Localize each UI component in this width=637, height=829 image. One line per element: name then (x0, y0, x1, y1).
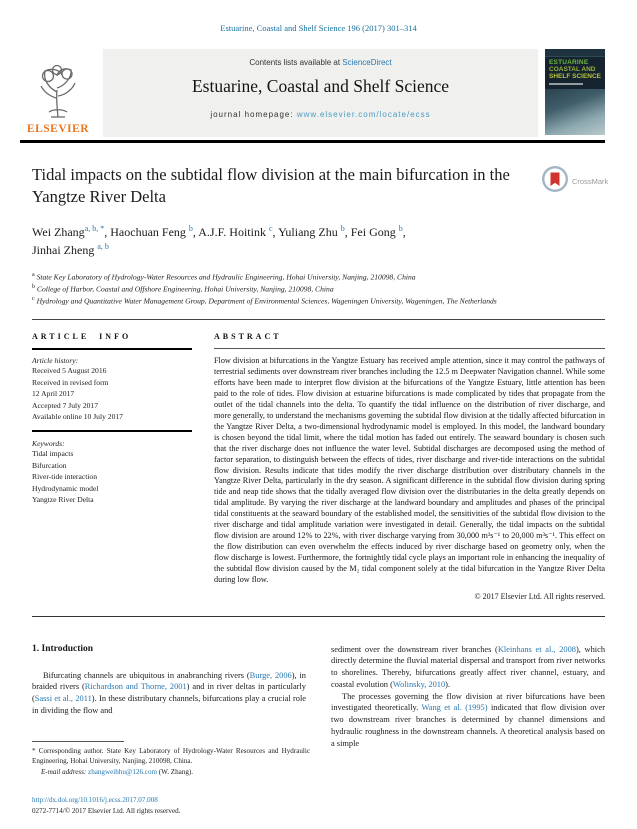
journal-title: Estuarine, Coastal and Shelf Science (191, 76, 450, 96)
citation-link[interactable]: Sassi et al., 2011 (34, 694, 92, 704)
author-list (32, 223, 605, 260)
keywords-label: Keywords: (32, 439, 65, 449)
history-line: 12 April 2017 (32, 389, 75, 399)
cover-sea-image (545, 89, 605, 135)
author: Wei Zhang$^{a, b, *}$, (32, 223, 108, 239)
author: Fei Gong $^b$, (347, 223, 406, 239)
history-line: Accepted 7 July 2017 (32, 400, 99, 410)
body-column-left (32, 644, 306, 750)
abstract-body-divider (32, 616, 605, 617)
footnote-rule (32, 741, 124, 742)
homepage-line (103, 110, 538, 119)
citation-link[interactable]: Burge, 2006 (249, 670, 292, 680)
citation-link[interactable]: Richardson and Thorne, 2001 (84, 682, 187, 692)
introduction-paragraph: Bifurcating channels are ubiquitous in anabranching rivers (Burge, 2006), in braided rivers (Richardson and Thorne, 2001) and in river deltas in particularly (Sassi et al., 2011). In these distributary channels, bifurcations play a crucial role in dividing the flow and (32, 670, 306, 715)
author: Haochuan Feng $^b$, (107, 223, 196, 239)
journal-homepage-link[interactable]: www.elsevier.com/locate/ecss (296, 110, 431, 119)
keyword: River-tide interaction (32, 472, 98, 482)
history-line: Available online 10 July 2017 (32, 412, 123, 422)
sciencedirect-link[interactable]: ScienceDirect (342, 58, 392, 67)
affiliation: $^a$ State Key Laboratory of Hydrology-Water Resources and Hydraulic Engineering, Hohai University, Nanjing, 210098, China (32, 271, 416, 282)
page-footer (32, 795, 180, 817)
doi-link[interactable]: http://dx.doi.org/10.1016/j.ecss.2017.07.008 (32, 796, 158, 804)
citation-link[interactable]: Wang et al. (1995) (421, 703, 488, 713)
article-title: Tidal impacts on the subtidal flow division at the main bifurcation in the Yangtze River Delta (32, 165, 510, 206)
citation-link[interactable]: Kleinhans et al., 2008 (497, 644, 576, 654)
keyword: Hydrodynamic model (32, 483, 99, 493)
author: Yuliang Zhu $^b$, (275, 223, 348, 239)
history-line: Received 5 August 2016 (32, 366, 107, 376)
affiliation: $^b$ College of Harbor, Coastal and Offshore Engineering, Hohai University, Nanjing, 210098, China (32, 283, 334, 294)
abstract-copyright: © 2017 Elsevier Ltd. All rights reserved. (474, 591, 605, 601)
section-divider (32, 319, 605, 320)
contents-prefix: Contents lists available at (249, 58, 343, 67)
crossmark-icon (541, 165, 569, 198)
cover-topbar (545, 49, 605, 57)
body-column-right (331, 644, 605, 750)
abstract-column (214, 332, 605, 600)
elsevier-wordmark: ELSEVIER (26, 123, 90, 135)
issn-copyright: 0272-7714/© 2017 Elsevier Ltd. All rights reserved. (32, 806, 181, 815)
journal-citation: Estuarine, Coastal and Shelf Science 196 (2017) 301–314 (220, 23, 417, 33)
citation-link[interactable]: Wolinsky, 2010 (392, 679, 446, 689)
abstract-rule (214, 348, 605, 349)
banner-divider (20, 140, 605, 143)
homepage-prefix: journal homepage: (210, 110, 297, 119)
author: A.J.F. Hoitink $^c$, (195, 223, 276, 239)
article-info-column (32, 332, 192, 600)
journal-banner (20, 49, 605, 137)
introduction-heading: 1. Introduction (32, 643, 94, 654)
keyword: Yangtze River Delta (32, 495, 94, 504)
article-info-heading: ARTICLE INFO (32, 332, 132, 342)
article-history-label: Article history: (32, 356, 79, 366)
email-label: E-mail address: (41, 767, 87, 776)
elsevier-tree-icon (31, 62, 85, 122)
keyword: Bifurcation (32, 460, 67, 470)
affiliations (32, 271, 605, 307)
email-link[interactable]: zhangweihhu@126.com (86, 767, 158, 776)
keywords-rule (32, 430, 192, 432)
history-line: Received in revised form (32, 377, 109, 387)
cover-title-line1: ESTUARINE (549, 59, 589, 66)
corresponding-author-footnote (32, 741, 310, 777)
contents-line (103, 58, 538, 67)
keyword: Tidal impacts (32, 449, 74, 459)
crossmark-label: CrossMark (572, 176, 609, 186)
cover-title-line2: COASTAL AND (549, 66, 596, 73)
abstract-heading: ABSTRACT (214, 332, 282, 342)
introduction-paragraph: sediment over the downstream river branches (Kleinhans et al., 2008), which directly determine the fluvial material dispersal and transport from river networks to shorelines. Thereby, bifurcations greatly affect river channel, estuary, and coastal evolution (Wolinsky, 2010). (331, 644, 606, 689)
elsevier-logo (20, 49, 96, 137)
email-line (32, 767, 310, 777)
affiliation: $^c$ Hydrology and Quantitative Water Management Group, Department of Environmental Sciences, Wageningen University, Wageningen, The Netherlands (32, 295, 497, 306)
email-suffix: (W. Zhang). (157, 767, 194, 776)
journal-cover-thumbnail[interactable] (545, 49, 605, 135)
article-info-rule (32, 348, 192, 350)
crossmark-badge[interactable] (541, 166, 609, 196)
footnote-text: * Corresponding author. State Key Laboratory of Hydrology-Water Resources and Hydraulic Engineering, Hohai University, Nanjing, 210098, China. (32, 747, 310, 766)
abstract-text: Flow division at bifurcations in the Yangtze Estuary has received ample attention, since it may control the pathways of terrestrial sediments over downstream river branches including the 12.5 m Deepwater Navigation channel. While some efforts have been made to interpret flow division at the bifurcations of the Yangtze Estuary, little attention has been paid to the role of tides. Flow division at estuarine bifurcations is made complicated by tides that propagate from the outlet of the tidal channels into the delta. To quantify the tidal influence on the distribution of river discharge, and more generally, to understand the mechanisms governing the subtidal flow division at the tidally affected bifurcation in the Yangtze River Delta, a two-dimensional hydrodynamic model is employed. In this model, the landward boundary is chosen beyond the tidal limit, where the tidal motion has faded out entirely. The seaward boundary is chosen such that the river discharge does not influence the water level. Subtidal discharges are decomposed using the method of factor separation, to distinguish between the effects of tides, river discharge and river-tide interactions on the subtidal flow division. Results indicate that tides modify the river discharge distribution over distributary channels in the Yangtze River Delta, particularly in the dry season. A significant difference in the subtidal flow division during spring tide and neap tide shows that the tidally averaged flow division over the distributaries in the delta greatly depends on tidal amplitude. By varying the river discharge at the landward boundary and amplitudes and phases of the principal tidal constituents at the seaward boundary of the established model, the sensitivities of the subtidal flow division to the river discharge and tidal amplitude variation were investigated in detail. Generally, the tidal impacts on the subtidal flow division are around 12% to 22%, with river discharge varying from 30,000 m³s⁻¹ to 20,000 m³s⁻¹. This effect on the flow distribution can even overwhelm the effects induced by river discharge based on geometry only, when the flow discharge is lowest. Furthermore, the fortnightly tidal cycle plays an important role in enhancing the inequality of the subtidal flow division caused by the M₂ tidal component solely at the tidal bifurcation in the Yangtze River Delta during low flow. (214, 356, 605, 584)
author: Jinhai Zheng $^{a, b}$ (32, 242, 109, 258)
journal-header-box (103, 49, 538, 137)
introduction-paragraph: The processes governing the flow division at river bifurcations have been investigated theoretically. Wang et al. (1995) indicated that flow division over two downstream river branches is determined by channel dimensions and hydraulic roughness in the downstream channels. A theoretical analysis based on a simple (331, 691, 605, 748)
cover-title-line3: SHELF SCIENCE (549, 73, 602, 80)
cover-volume-line (549, 83, 583, 85)
